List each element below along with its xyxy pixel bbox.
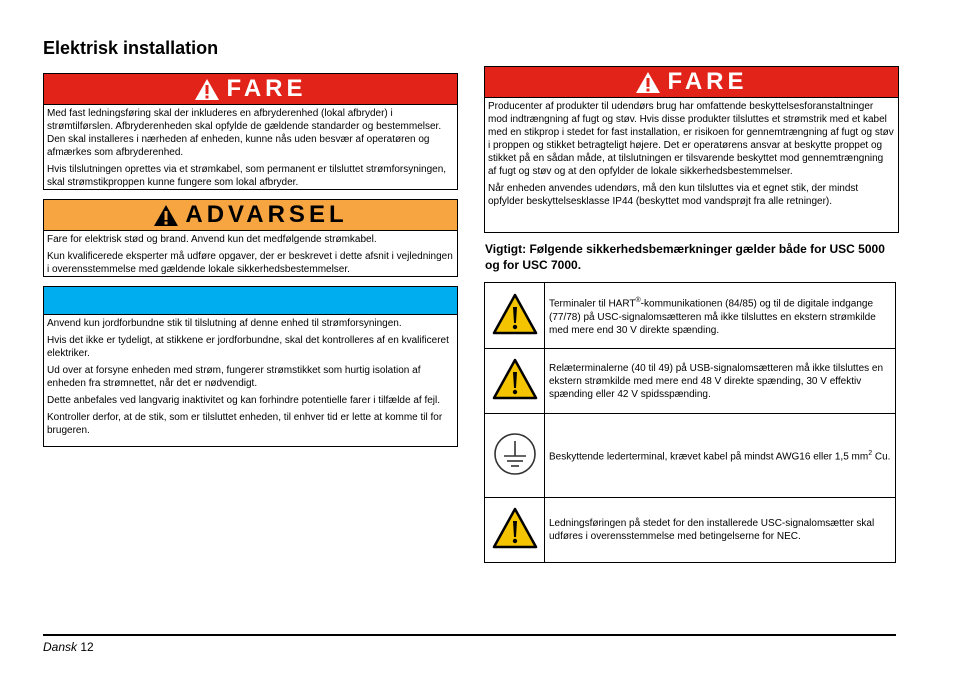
icon-cell xyxy=(485,283,545,349)
footer-divider xyxy=(43,634,896,636)
warning-header xyxy=(44,200,457,231)
paragraph: Kontroller derfor, at de stik, som er tilsluttet enheden, til enhver tid er lette at komme til for brugeren. xyxy=(47,412,443,436)
symbol-table xyxy=(484,282,896,563)
notice-header xyxy=(44,287,457,315)
table-row xyxy=(485,349,896,414)
danger-box-left xyxy=(43,73,458,190)
table-row xyxy=(485,283,896,349)
icon-cell xyxy=(485,414,545,498)
paragraph: Hvis tilslutningen oprettes via et strømkabel, som permanent er tilsluttet strømforsyningen, skal strømstikproppen kunne fungere som lokal afbryder. xyxy=(47,164,447,188)
danger-header xyxy=(44,74,457,105)
page-number: 12 xyxy=(80,640,94,654)
footer-language: Dansk xyxy=(43,640,78,654)
danger-header xyxy=(485,67,898,98)
paragraph: Fare for elektrisk stød og brand. Anvend kun det medfølgende strømkabel. xyxy=(47,234,377,245)
notice-box xyxy=(43,286,458,447)
danger-label: FARE xyxy=(226,75,307,102)
warning-triangle-icon xyxy=(194,78,220,101)
important-note: Vigtigt: Følgende sikkerhedsbemærkninger gælder både for USC 5000 og for USC 7000. xyxy=(485,242,885,272)
table-row xyxy=(485,498,896,563)
paragraph: Kun kvalificerede eksperter må udføre opgaver, der er beskrevet i dette afsnit i vejledningen i overensstemmelse med gældende lokale sikkerhedsbestemmelser. xyxy=(47,251,453,275)
paragraph: Hvis det ikke er tydeligt, at stikkene er jordforbundne, skal det kontrolleres af en kvalificeret elektriker. xyxy=(47,335,449,359)
warning-triangle-icon xyxy=(153,204,179,227)
warning-triangle-icon xyxy=(492,507,538,549)
warning-triangle-icon xyxy=(492,293,538,335)
paragraph: Producenter af produkter til udendørs brug har omfattende beskyttelsesforanstaltninger mod indtrængning af fugt og støv. Hvis disse produkter tilsluttes et strømstrik med et kabel med en stikprop i stedet for fast installation, er risikoen for gennemtrængning af fugt og støv i proppen og stikket betragteligt højere. Det er operatørens ansvar at beskytte proppet og stikket på en sådan måde, at tilslutningen er tilsvarende beskyttet mod gennemtrængning af fugt og støv og at den opfylder de lokale sikkerhedsbestemmelser. xyxy=(488,101,894,177)
warning-label: ADVARSEL xyxy=(185,201,348,228)
page-title: Elektrisk installation xyxy=(43,38,219,58)
paragraph: Anvend kun jordforbundne stik til tilslutning af denne enhed til strømforsyningen. xyxy=(47,318,402,329)
icon-cell xyxy=(485,349,545,414)
warning-box xyxy=(43,199,458,277)
symbol-description: Beskyttende lederterminal, krævet kabel på mindst AWG16 eller 1,5 $mm^2$ Cu. xyxy=(545,414,896,498)
icon-cell xyxy=(485,498,545,563)
paragraph: Med fast ledningsføring skal der inkluderes en afbryderenhed (lokal afbryder) i strømtilførslen. Afbryderenheden skal opfylde de gældende standarder og bestemmelser. Den skal installeres i nærheden af enheden, kunne nås uden besvær af operatøren og afmærkes som afbryderenhed. xyxy=(47,108,442,158)
ground-icon xyxy=(492,431,538,477)
warning-triangle-icon xyxy=(492,358,538,400)
table-row xyxy=(485,414,896,498)
warning-triangle-icon xyxy=(635,71,661,94)
symbol-description: Relæterminalerne (40 til 49) på USB-signalomsætteren må ikke tilsluttes en ekstern strømkilde med mere end 48 V direkte spænding, 30 V effektiv spænding eller 42 V spidsspænding. xyxy=(545,349,896,414)
paragraph: Når enheden anvendes udendørs, må den kun tilsluttes via et egnet stik, der mindst opfylder beskyttelsesklasse IP44 (beskyttet mod vandsprøjt fra alle retninger). xyxy=(488,183,859,207)
danger-box-right xyxy=(484,66,899,233)
footer xyxy=(43,640,94,654)
symbol-description: Terminaler til HART®-kommunikationen (84/85) og til de digitale indgange (77/78) på USC-signalomsætteren må ikke tilsluttes en ekstern strømkilde med mere end 30 V direkte spænding. xyxy=(545,283,896,349)
paragraph: Dette anbefales ved langvarig inaktivitet og kan forhindre potentielle farer i tilfælde af fejl. xyxy=(47,395,441,406)
paragraph: Ud over at forsyne enheden med strøm, fungerer strømstikket som hurtig isolation af enheden fra strømnettet, når det er nødvendigt. xyxy=(47,365,421,389)
symbol-description: Ledningsføringen på stedet for den installerede USC-signalomsætter skal udføres i overensstemmelse med betingelserne for NEC. xyxy=(545,498,896,563)
danger-label: FARE xyxy=(667,68,748,95)
